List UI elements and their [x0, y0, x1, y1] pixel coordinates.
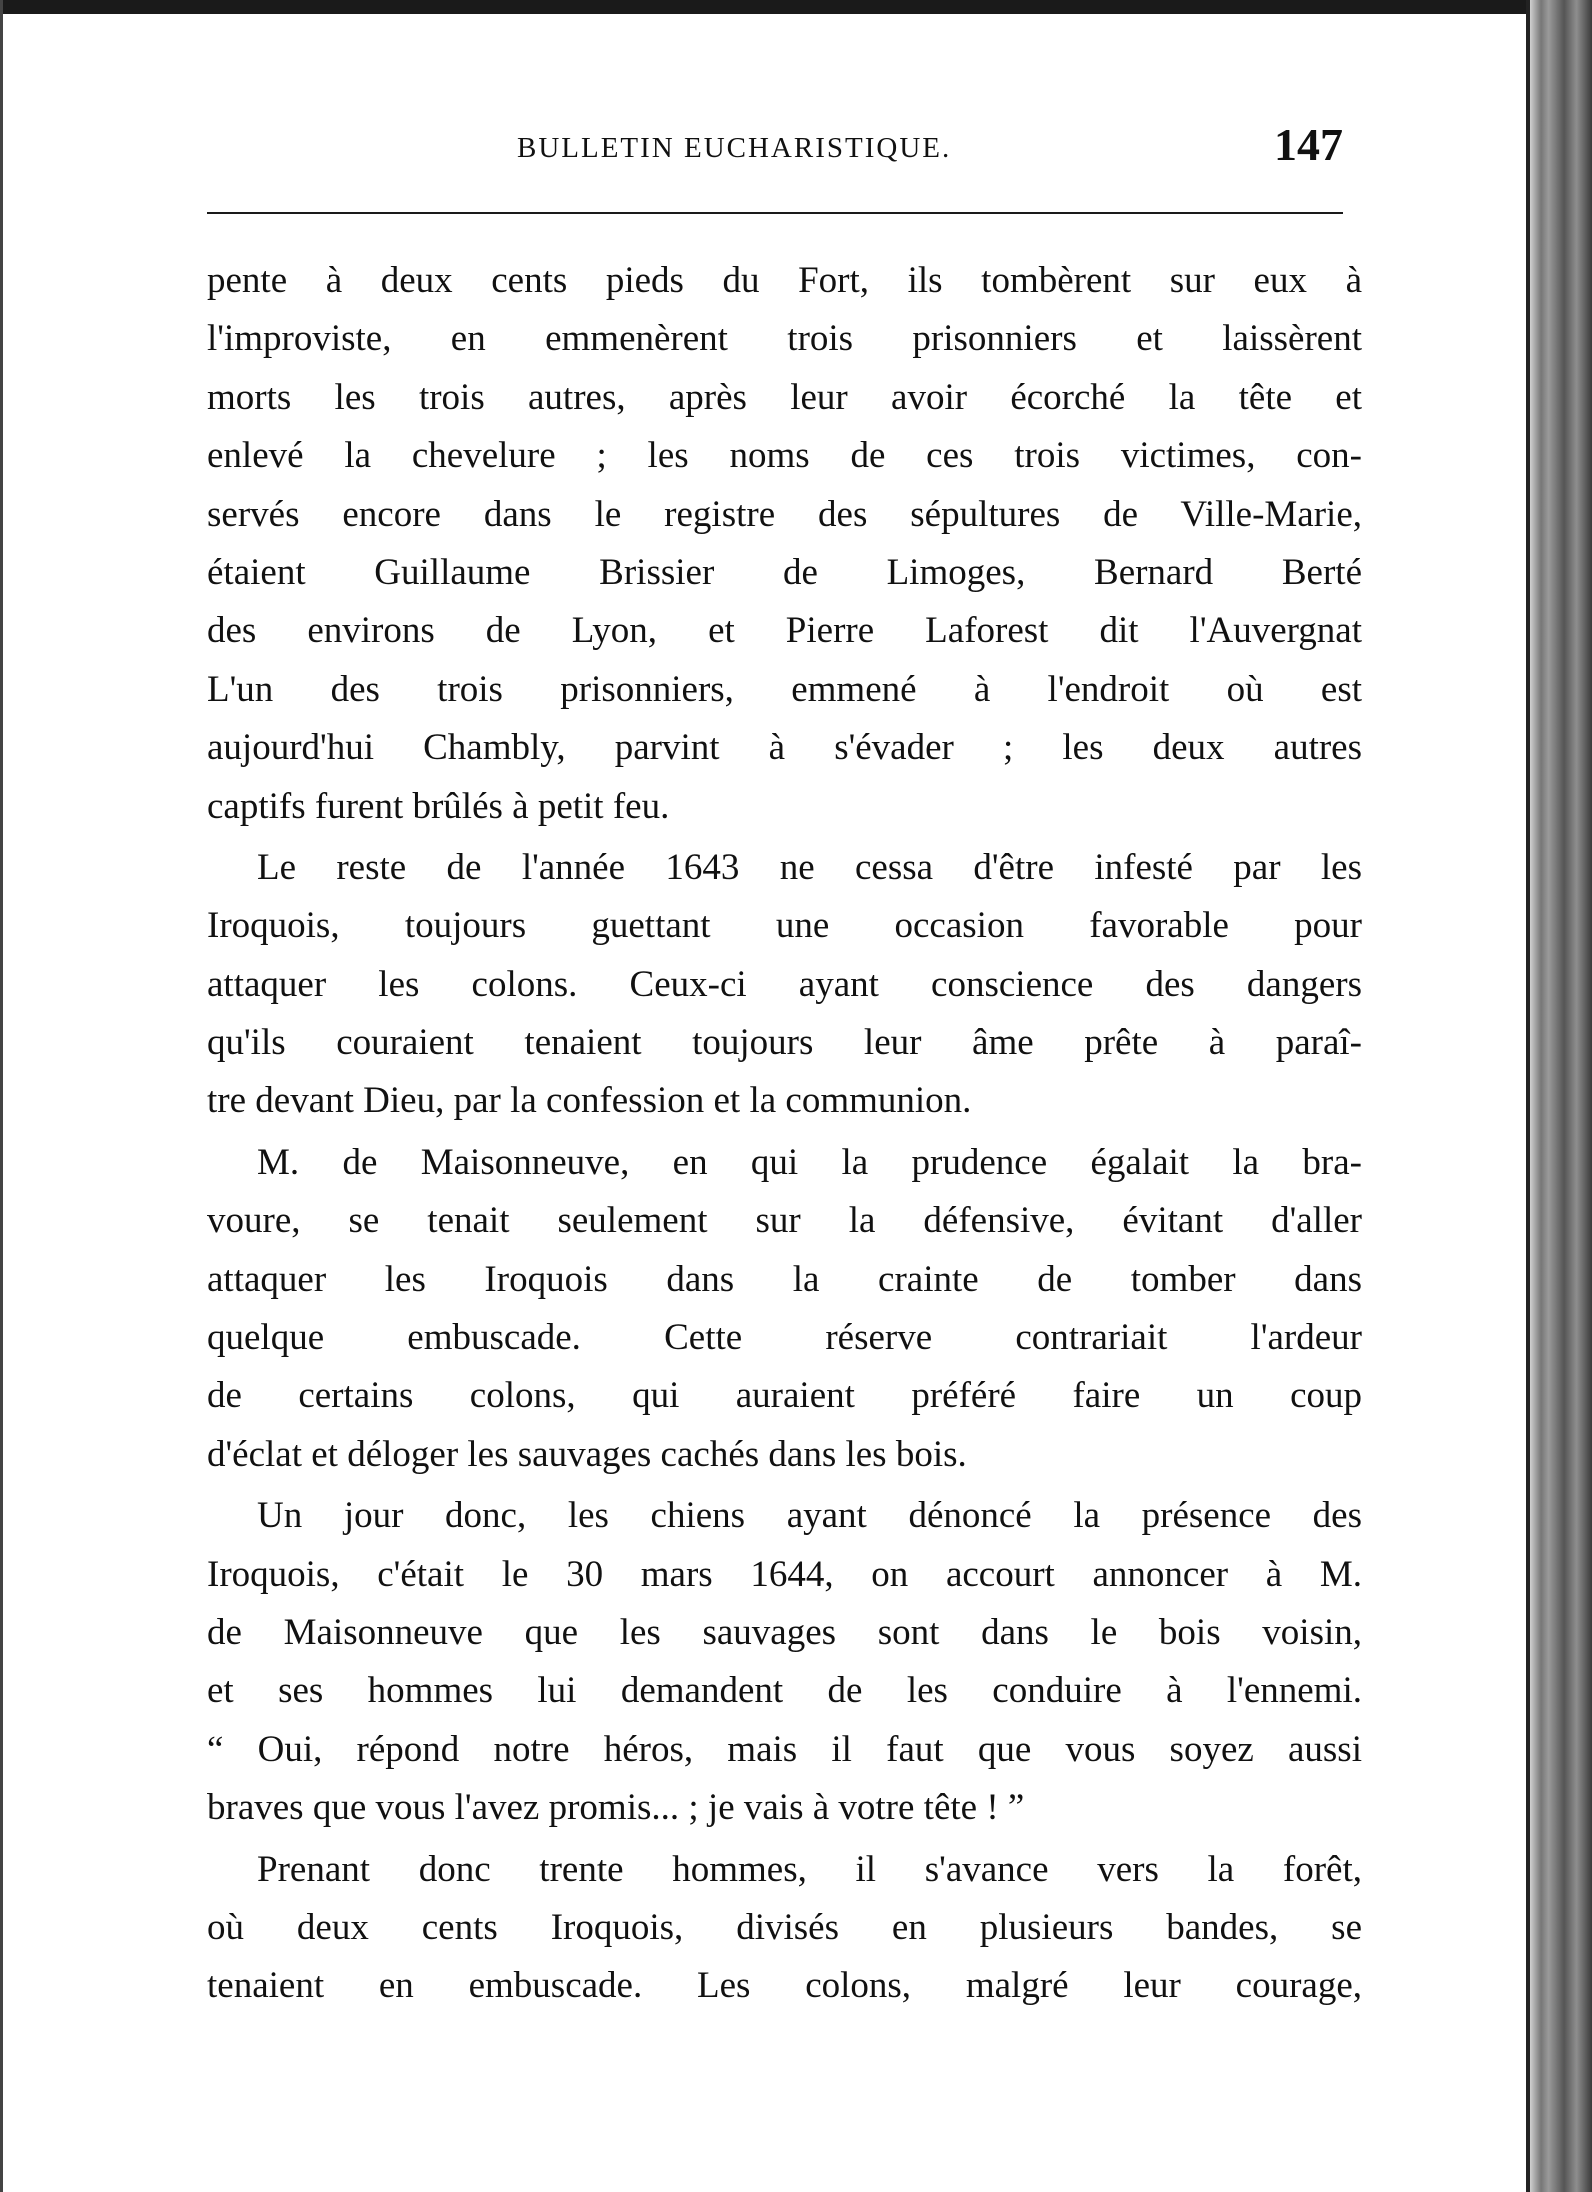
text-line: de Maisonneuve que les sauvages sont dans le bois voisin,: [207, 1611, 1362, 1653]
text-line: pente à deux cents pieds du Fort, ils tombèrent sur eux à: [207, 260, 1362, 301]
text-line: tenaient en embuscade. Les colons, malgré leur courage,: [207, 1965, 1362, 2007]
paragraph: [207, 1134, 1362, 1484]
text-line: quelque embuscade. Cette réserve contrariait l'ardeur: [207, 1317, 1362, 1359]
paragraph: [207, 839, 1362, 1131]
text-line: étaient Guillaume Brissier de Limoges, Bernard Berté: [207, 551, 1362, 593]
text-line: voure, se tenait seulement sur la défensive, évitant d'aller: [207, 1200, 1362, 1242]
paragraph: [207, 1487, 1362, 1837]
paragraph: [207, 252, 1362, 836]
header-rule: [207, 212, 1343, 214]
text-line: captifs furent brûlés à petit feu.: [207, 785, 670, 827]
text-line: où deux cents Iroquois, divisés en plusieurs bandes, se: [207, 1906, 1362, 1948]
text-line: Le reste de l'année 1643 ne cessa d'être infesté par les: [257, 846, 1362, 888]
scan-left-edge: [0, 0, 3, 2192]
running-title: BULLETIN EUCHARISTIQUE.: [517, 132, 952, 164]
text-line: aujourd'hui Chambly, parvint à s'évader ; les deux autres: [207, 727, 1362, 769]
text-line: attaquer les colons. Ceux-ci ayant conscience des dangers: [207, 963, 1362, 1005]
text-line: Prenant donc trente hommes, il s'avance vers la forêt,: [257, 1848, 1362, 1890]
text-line: tre devant Dieu, par la confession et la communion.: [207, 1080, 972, 1122]
text-line: l'improviste, en emmenèrent trois prisonniers et laissèrent: [207, 318, 1362, 360]
running-header: [207, 118, 1343, 178]
book-gutter-shadow: [1530, 0, 1592, 2192]
text-line: des environs de Lyon, et Pierre Laforest dit l'Auvergnat: [207, 610, 1362, 652]
text-line: et ses hommes lui demandent de les conduire à l'ennemi.: [207, 1670, 1362, 1712]
paragraph: [207, 1841, 1362, 2016]
text-line: Un jour donc, les chiens ayant dénoncé la présence des: [257, 1495, 1362, 1537]
text-line: “ Oui, répond notre héros, mais il faut que vous soyez aussi: [207, 1728, 1362, 1770]
text-line: morts les trois autres, après leur avoir écorché la tête et: [207, 376, 1362, 418]
text-line: qu'ils couraient tenaient toujours leur âme prête à paraî-: [207, 1022, 1362, 1064]
text-line: L'un des trois prisonniers, emmené à l'endroit où est: [207, 668, 1362, 710]
text-line: braves que vous l'avez promis... ; je vais à votre tête ! ”: [207, 1787, 1025, 1829]
text-line: Iroquois, toujours guettant une occasion favorable pour: [207, 905, 1362, 947]
text-line: enlevé la chevelure ; les noms de ces trois victimes, con-: [207, 435, 1362, 477]
text-line: de certains colons, qui auraient préféré faire un coup: [207, 1375, 1362, 1417]
text-line: servés encore dans le registre des sépultures de Ville-Marie,: [207, 493, 1362, 535]
page-number: 147: [1274, 119, 1343, 170]
text-line: attaquer les Iroquois dans la crainte de tomber dans: [207, 1258, 1362, 1300]
text-line: M. de Maisonneuve, en qui la prudence égalait la bra-: [257, 1141, 1362, 1183]
scan-top-border: [0, 0, 1592, 14]
body-text: [207, 252, 1362, 2016]
text-line: Iroquois, c'était le 30 mars 1644, on accourt annoncer à M.: [207, 1553, 1362, 1595]
text-line: d'éclat et déloger les sauvages cachés dans les bois.: [207, 1433, 967, 1475]
